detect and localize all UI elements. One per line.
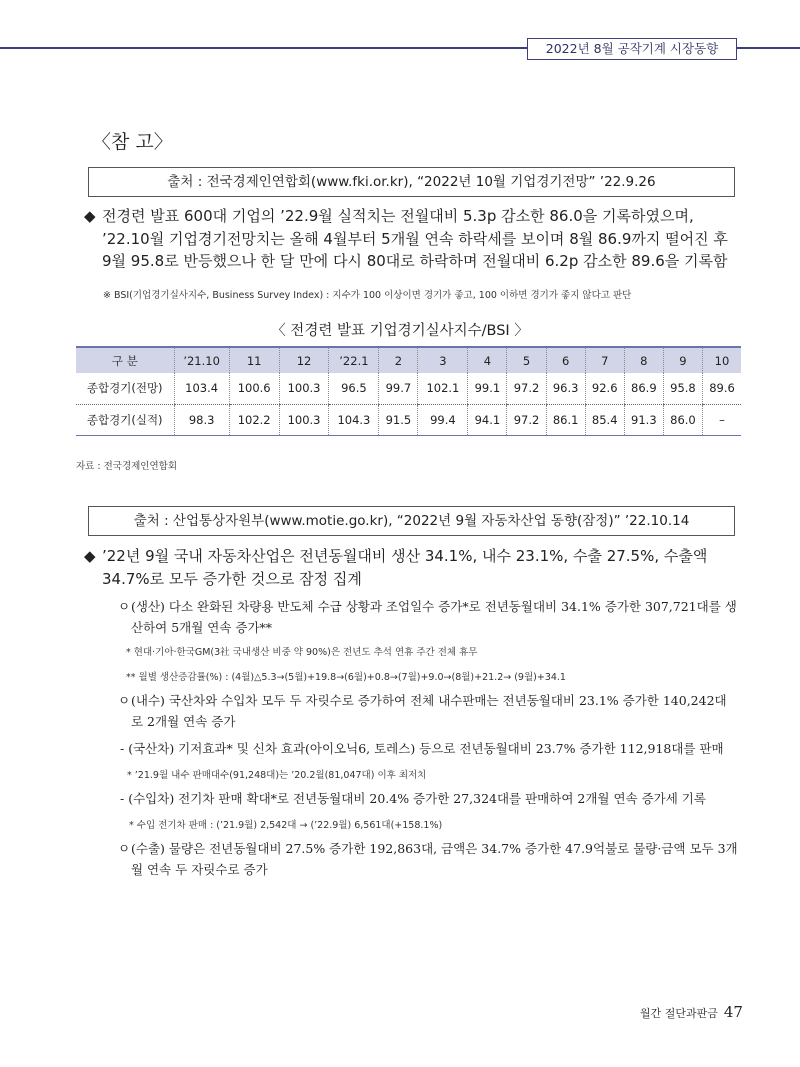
table-cell: 103.4 [174,373,229,404]
diamond-bullet-icon: ◆ [84,547,96,565]
production-note-1: * 현대·기아·한국GM(3社 국내생산 비중 약 90%)은 전년도 추석 연휴 주간 전체 휴무 [126,647,478,658]
table-header-row [76,347,741,373]
reference-title: 〈참 고〉 [92,131,173,153]
item-export [118,838,738,880]
table-cell: 86.0 [663,404,702,435]
item-import-car [120,789,735,807]
table-cell: 95.8 [663,373,702,404]
col-header: 4 [468,347,507,373]
table-cell: 100.6 [229,373,279,404]
page-number: 47 [723,1003,743,1021]
col-header: 10 [703,347,742,373]
bsi-table [76,346,741,436]
table-cell: 86.9 [624,373,663,404]
dash-bullet: - [120,791,125,806]
dash-bullet: - [120,741,125,756]
import-car-note: * 수입 전기차 판매 : (’21.9월) 2,542대 → (’22.9월) 6,561대(+158.1%) [129,820,443,831]
page-footer [640,1003,743,1021]
circle-bullet-icon: ㅇ [118,693,131,708]
row-label: 종합경기(실적) [76,404,174,435]
source-box-motie: 출처 : 산업통상자원부(www.motie.go.kr), “2022년 9월 자동차산업 동향(잠정)” ’22.10.14 [88,506,735,536]
table-cell: 91.5 [379,404,418,435]
paragraph-text: ’22년 9월 국내 자동차산업은 전년동월대비 생산 34.1%, 내수 23.1%, 수출 27.5%, 수출액 34.7%로 모두 증가한 것으로 잠정 집계 [102,547,708,588]
col-header: ’22.1 [329,347,379,373]
circle-bullet-icon: ㅇ [118,599,131,614]
paragraph-auto-summary [84,545,740,591]
table-cell: 102.2 [229,404,279,435]
item-text: (내수) 국산차와 수입차 모두 두 자릿수로 증가하여 전체 내수판매는 전년동월대비 23.1% 증가한 140,242대로 2개월 연속 증가 [131,693,727,729]
circle-bullet-icon: ㅇ [118,841,131,856]
table-cell: – [703,404,742,435]
col-header: 7 [585,347,624,373]
table-cell: 100.3 [279,373,329,404]
table-cell: 85.4 [585,404,624,435]
paragraph-bsi-summary [84,205,740,275]
col-header: 2 [379,347,418,373]
table-cell: 97.2 [507,373,546,404]
item-text: (수출) 물량은 전년동월대비 27.5% 증가한 192,863대, 금액은 34.7% 증가한 47.9억불로 물량·금액 모두 3개월 연속 두 자릿수로 증가 [131,841,738,877]
row-label: 종합경기(전망) [76,373,174,404]
col-header: 8 [624,347,663,373]
table-cell: 104.3 [329,404,379,435]
item-production [118,596,738,638]
diamond-bullet-icon: ◆ [84,207,96,225]
table-cell: 86.1 [546,404,585,435]
table-cell: 98.3 [174,404,229,435]
col-header: 3 [418,347,468,373]
item-text: (수입차) 전기차 판매 확대*로 전년동월대비 20.4% 증가한 27,324대를 판매하여 2개월 연속 증가세 기록 [128,791,706,806]
magazine-name: 월간 절단과판금 [640,1007,718,1020]
table-cell: 92.6 [585,373,624,404]
table-cell: 96.5 [329,373,379,404]
table-cell: 102.1 [418,373,468,404]
col-header: ’21.10 [174,347,229,373]
table-cell: 94.1 [468,404,507,435]
table-cell: 100.3 [279,404,329,435]
domestic-car-note: * ’21.9월 내수 판매대수(91,248대)는 ’20.2월(81,047대) 이후 최저치 [127,770,427,781]
bsi-definition-note: ※ BSI(기업경기실사지수, Business Survey Index) : 지수가 100 이상이면 경기가 좋고, 100 이하면 경기가 좋지 않다고 판단 [103,290,632,301]
table-cell: 97.2 [507,404,546,435]
col-header: 9 [663,347,702,373]
item-text: (국산차) 기저효과* 및 신차 효과(아이오닉6, 토레스) 등으로 전년동월대비 23.7% 증가한 112,918대를 판매 [128,741,724,756]
item-text: (생산) 다소 완화된 차량용 반도체 수급 상황과 조업일수 증가*로 전년동월대비 34.1% 증가한 307,721대를 생산하여 5개월 연속 증가** [131,599,737,635]
col-header: 구 분 [76,347,174,373]
table-row [76,373,741,404]
table-cell: 99.7 [379,373,418,404]
table-cell: 91.3 [624,404,663,435]
production-note-2: ** 월별 생산증감률(%) : (4월)△5.3→(5월)+19.8→(6월)+0.8→(7월)+9.0→(8월)+21.2→ (9월)+34.1 [126,672,566,683]
col-header: 5 [507,347,546,373]
header-title: 2022년 8월 공작기계 시장동향 [527,38,737,60]
col-header: 11 [229,347,279,373]
table-source: 자료 : 전국경제인연합회 [76,461,178,472]
table-cell: 89.6 [703,373,742,404]
paragraph-text: 전경련 발표 600대 기업의 ’22.9월 실적치는 전월대비 5.3p 감소한 86.0을 기록하였으며, ’22.10월 기업경기전망치는 올해 4월부터 5개월 연속 하락세를 보이며 8월 86.9까지 떨어진 후 9월 95.8로 반등했으나 한 달 만에 다시 80대로 하락하며 전월대비 6.2p 감소한 89.6을 기록함 [102,207,728,270]
table-cell: 99.1 [468,373,507,404]
source-box-fki: 출처 : 전국경제인연합회(www.fki.or.kr), “2022년 10월 기업경기전망” ’22.9.26 [88,167,735,197]
col-header: 12 [279,347,329,373]
col-header: 6 [546,347,585,373]
table-title: 〈 전경련 발표 기업경기실사지수/BSI 〉 [271,323,529,339]
table-row [76,404,741,435]
item-domestic-car [120,739,735,757]
table-cell: 99.4 [418,404,468,435]
table-cell: 96.3 [546,373,585,404]
item-domestic [118,690,738,732]
